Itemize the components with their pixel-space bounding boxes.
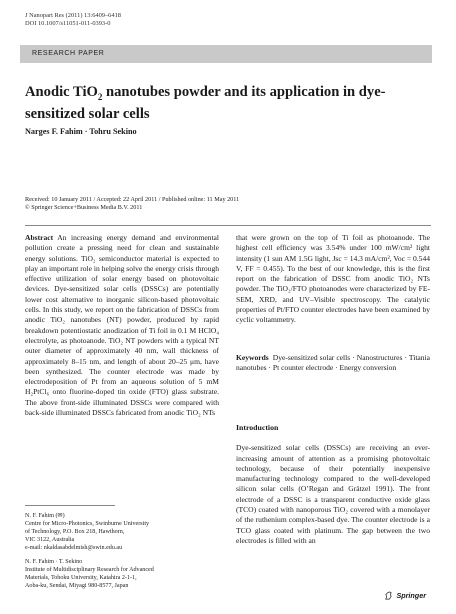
publication-history [25, 196, 239, 213]
affiliation-line: Centre for Micro-Photonics, Swinburne University [25, 521, 150, 528]
abstract-section [25, 233, 219, 418]
corresponding-author: N. F. Fahim (✉) [25, 513, 65, 519]
article-type-banner: RESEARCH PAPER [20, 45, 432, 63]
abstract-label: Abstract [25, 233, 54, 242]
affiliation-2 [25, 558, 219, 590]
affiliation-authors: N. F. Fahim · T. Sekino [25, 559, 83, 565]
paper-title: Anodic TiO$_2$ nanotubes powder and its application in dye-sensitized solar cells [25, 84, 386, 122]
doi: DOI 10.1007/s11051-011-0393-0 [25, 20, 111, 28]
received-accepted-dates: Received: 10 January 2011 / Accepted: 22 April 2011 / Published online: 11 May 2011 [25, 196, 240, 203]
affiliation-line: VIC 3122, Australia [25, 537, 75, 544]
abstract-text: An increasing energy demand and environmental pollution create a pressing need for clean and sustainable energy solutions. TiO₂ semiconductor material is expected to play an important role in helping solve the energy crisis through effective utilization of solar energy based on photovoltaic devices. Dye-sensitized solar cells (DSSCs) are potentially lower cost alternative to inorganic silicon-based photovoltaic cells. In this study, we report on the fabrication of DSSCs from anodic TiO₂ nanotubes (NT) powder, produced by rapid breakdown potentiostatic anodization of Ti foil in 0.1 M HClO₄ electrolyte, as photoanode. TiO₂ NT powders with a typical NT outer diameter of approximately 40 nm, wall thickness of approximately 8–15 nm, and length of about 20–25 μm, have been synthesized. The counter electrode was made by electrodeposition of Pt from an aqueous solution of 5 mM H₂PtCl₆ onto fluorine-doped tin oxide (FTO) glass substrate. The above front-side illuminated DSSCs were compared with back-side illuminated DSSCs fabricated from anodic TiO₂ NTs [25, 233, 219, 418]
introduction-text: Dye-sensitized solar cells (DSSCs) are receiving an ever-increasing amount of attention as a promising photovoltaic technology, because of their potentially inexpensive manufacturing technology compared to the well-developed silicon solar cells (O’Regan and Grätzel 1991). The front electrode of a DSSC is a transparent conductive oxide glass (TCO) coated with nanoporous TiO₂ covered with a monolayer of the ruthenium complex-based dye. The counter electrode is a TCO glass coated with platinum. The gap between the two electrodes is filled with an [236, 443, 430, 545]
abstract-continued [236, 233, 430, 326]
introduction-heading: Introduction [236, 423, 279, 432]
springer-horse-icon [384, 591, 393, 600]
introduction-section [236, 423, 430, 546]
affiliation-line: of Technology, P.O. Box 218, Hawthorn, [25, 529, 125, 536]
keywords-section [236, 353, 430, 374]
affiliation-1 [25, 512, 219, 552]
publisher-logo [384, 591, 426, 600]
author-list: Narges F. Fahim · Tohru Sekino [25, 127, 137, 136]
keywords-text: Dye-sensitized solar cells · Nanostructures · Titania nanotubes · Pt counter electrode · Energy conversion [236, 353, 430, 373]
affiliation-line: Aoba-ku, Sendai, Miyagi 980-8577, Japan [25, 583, 129, 590]
affiliation-line: Materials, Tohoku University, Katahira 2-1-1, [25, 575, 137, 582]
footnote-divider [25, 505, 115, 506]
affiliation-line: Institute of Multidisciplinary Research for Advanced [25, 567, 154, 574]
running-header [25, 12, 121, 28]
keywords-label: Keywords [236, 353, 269, 362]
header-divider [25, 225, 431, 226]
journal-citation: J Nanopart Res (2011) 13:6409–6418 [25, 12, 121, 19]
abstract-text-continued: that were grown on the top of Ti foil as photoanode. The highest cell efficiency was 3.54% under 100 mW/cm² light intensity (1 sun AM 1.5G light, Jsc = 14.3 mA/cm², Voc = 0.544 V, FF = 0.455). To the best of our knowledge, this is the first report on the fabrication of DSSC from anodic TiO₂ NTs powder. The TiO₂/FTO photoanodes were characterized by FE-SEM, XRD, and UV–Visible spectroscopy. The catalytic properties of Pt/FTO counter electrodes have been examined by cyclic voltammetry. [236, 233, 430, 325]
publisher-name: Springer [396, 591, 426, 600]
author-email: e-mail: nkaldasabdelmish@swin.edu.au [25, 545, 123, 552]
copyright-line: © Springer Science+Business Media B.V. 2011 [25, 204, 143, 212]
